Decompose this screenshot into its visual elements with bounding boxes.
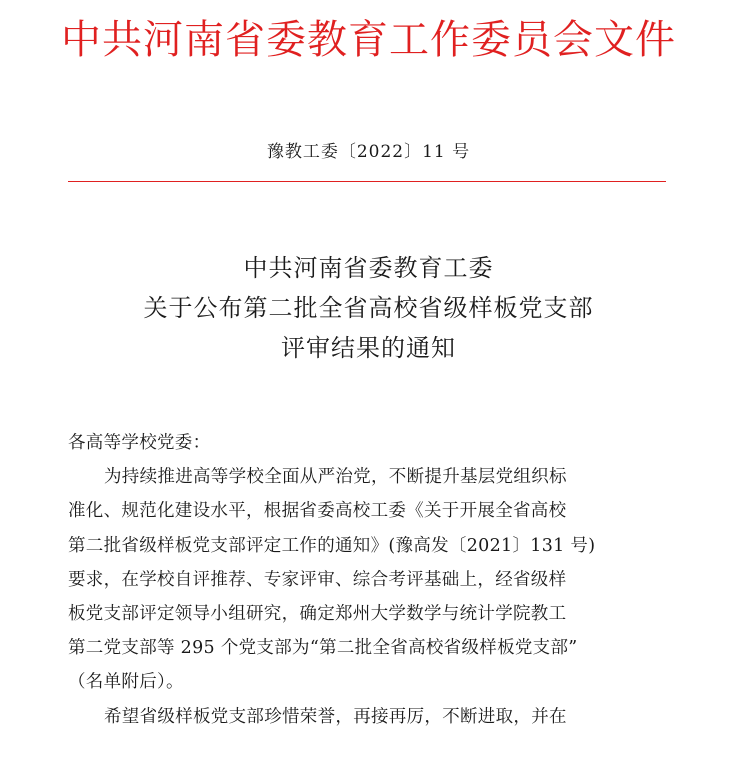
notice-title-line-2: 关于公布第二批全省高校省级样板党支部 [143,294,594,322]
paragraph-1-line: 为持续推进高等学校全面从严治党，不断提升基层党组织标 [104,467,567,488]
paragraph-1-line: 准化、规范化建设水平，根据省委高校工委《关于开展全省高校 [68,501,567,522]
paragraph-1-line: 要求，在学校自评推荐、专家评审、综合考评基础上，经省级样 [68,569,567,590]
salutation: 各高等学校党委： [68,433,211,453]
paragraph-2-line: 希望省级样板党支部珍惜荣誉，再接再厉，不断进取，并在 [104,706,567,727]
paragraph-1-line: （名单附后）。 [68,672,184,693]
notice-body [68,426,668,734]
red-divider-line [68,181,666,182]
paragraph-1-line: 第二批省级样板党支部评定工作的通知》(豫高发〔2021〕131 号) [68,535,596,556]
paragraph-1-line: 板党支部评定领导小组研究，确定郑州大学数学与统计学院教工 [68,604,567,625]
document-header-title: 中共河南省委教育工作委员会文件 [61,17,676,63]
notice-title-line-3: 评审结果的通知 [281,334,456,362]
document-number: 豫教工委〔2022〕11 号 [266,142,471,162]
paragraph-1-line: 第二党支部等 295 个党支部为“第二批全省高校省级样板党支部” [68,638,578,659]
notice-title-line-1: 中共河南省委教育工委 [243,254,494,282]
notice-title [0,248,737,368]
